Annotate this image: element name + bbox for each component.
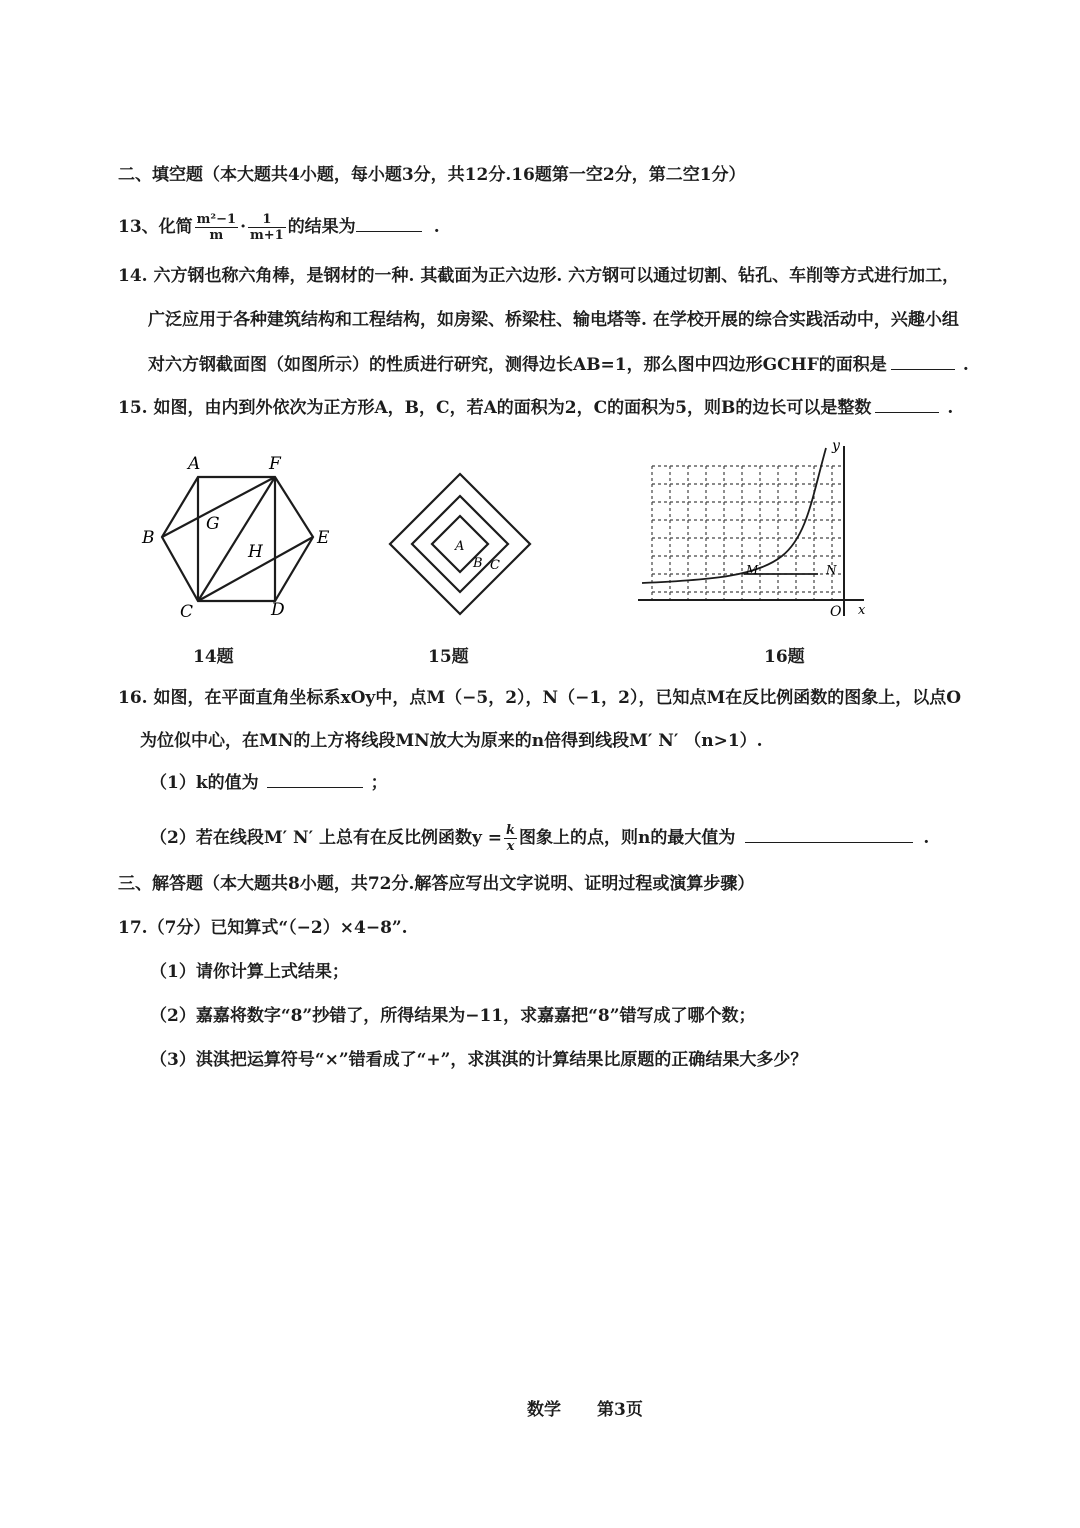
label-C: C (490, 558, 500, 573)
q16-part-2-fraction (504, 823, 517, 854)
figure-16-caption: 16题 (764, 647, 805, 667)
q16-part-1-blank (267, 771, 363, 788)
q13-frac2-denominator: m+1 (249, 228, 284, 243)
q13-suffix: 的结果为 (287, 217, 356, 237)
label-B: B (473, 556, 483, 571)
q16-part-2-prefix: （2）若在线段M′ N′ 上总有在反比例函数y = (150, 828, 503, 848)
q14-line-1: 14. 六方钢也称六角棒，是钢材的一种. 其截面为正六边形. 六方钢可以通过切割、钻孔、车削等方式进行加工， (118, 266, 960, 286)
q16-part-2-suffix: 图象上的点，则n的最大值为 (519, 828, 736, 848)
figure-14-hexagon (128, 445, 338, 625)
label-y: y (832, 438, 840, 454)
q14-answer-blank (891, 353, 955, 370)
q16-part-2 (150, 823, 929, 854)
q17-stem: 17.（7分）已知算式“（−2）×4−8”. (118, 918, 408, 938)
footer-subject: 数学 (527, 1400, 561, 1420)
figure-16-coordinate-grid (632, 438, 872, 620)
q16-part-2-end: . (923, 828, 930, 848)
label-B: B (142, 528, 155, 548)
q13-fraction-2 (248, 212, 286, 243)
question-15 (118, 396, 953, 420)
label-M: M (746, 563, 759, 577)
q14-line-3-text: 对六方钢截面图（如图所示）的性质进行研究，测得边长AB=1，那么图中四边形GCHF的面积是 (148, 355, 887, 375)
label-A: A (188, 454, 201, 474)
q16-line-2: 为位似中心，在MN的上方将线段MN放大为原来的n倍得到线段M′ N′ （n>1）. (140, 731, 763, 751)
q16-frac-numerator: k (506, 823, 516, 838)
question-13 (118, 212, 440, 243)
q15-answer-blank (875, 396, 939, 413)
q16-line-1: 16. 如图，在平面直角坐标系xOy中，点M（−5，2），N（−1，2），已知点M在反比例函数的图象上，以点O (118, 688, 962, 708)
q17-part-3: （3）淇淇把运算符号“×”错看成了“+”，求淇淇的计算结果比原题的正确结果大多少？ (150, 1050, 808, 1070)
q13-frac1-denominator: m (209, 228, 224, 243)
q13-frac1-numerator: m²−1 (196, 212, 237, 227)
label-N: N (826, 563, 837, 577)
label-F: F (269, 454, 281, 474)
q17-part-2: （2）嘉嘉将数字“8”抄错了，所得结果为−11，求嘉嘉把“8”错写成了哪个数； (150, 1006, 756, 1026)
section-2-heading: 二、填空题（本大题共4小题，每小题3分，共12分.16题第一空2分，第二空1分） (118, 165, 746, 185)
q13-end: . (433, 217, 440, 237)
q16-part-1-prefix: （1）k的值为 (150, 773, 259, 793)
q16-part-2-blank (745, 826, 913, 843)
label-x: x (858, 603, 866, 618)
label-O: O (830, 604, 842, 620)
q14-line-2: 广泛应用于各种建筑结构和工程结构，如房梁、桥梁柱、输电塔等. 在学校开展的综合实践活动中，兴趣小组 (148, 310, 959, 330)
label-E: E (317, 528, 330, 548)
figure-15-caption: 15题 (428, 647, 469, 667)
section-3-heading: 三、解答题（本大题共8小题，共72分.解答应写出文字说明、证明过程或演算步骤） (118, 874, 755, 894)
q16-part-1-end: ； (370, 773, 388, 793)
q13-frac2-numerator: 1 (248, 212, 286, 228)
q13-prefix: 13、化简 (118, 217, 193, 237)
q16-frac-denominator: x (506, 839, 515, 854)
q14-end: . (962, 355, 969, 375)
q17-part-1: （1）请你计算上式结果； (150, 962, 349, 982)
label-C: C (180, 602, 194, 622)
label-G: G (206, 514, 220, 534)
q13-fraction-1 (195, 212, 238, 243)
segment-CF (198, 477, 275, 601)
q14-line-3 (148, 353, 969, 377)
figure-14-caption: 14题 (193, 647, 234, 667)
figure-15-nested-squares (385, 470, 535, 620)
footer-page-number: 第3页 (597, 1400, 643, 1420)
label-H: H (248, 542, 263, 562)
q13-answer-blank (356, 215, 422, 232)
q16-part-1 (150, 771, 388, 795)
q15-text: 15. 如图，由内到外依次为正方形A，B，C，若A的面积为2，C的面积为5，则B的边长可以是整数 (118, 398, 872, 418)
label-A: A (455, 539, 465, 554)
label-D: D (271, 600, 285, 620)
q15-end: . (947, 398, 954, 418)
q13-dot: · (240, 217, 246, 237)
